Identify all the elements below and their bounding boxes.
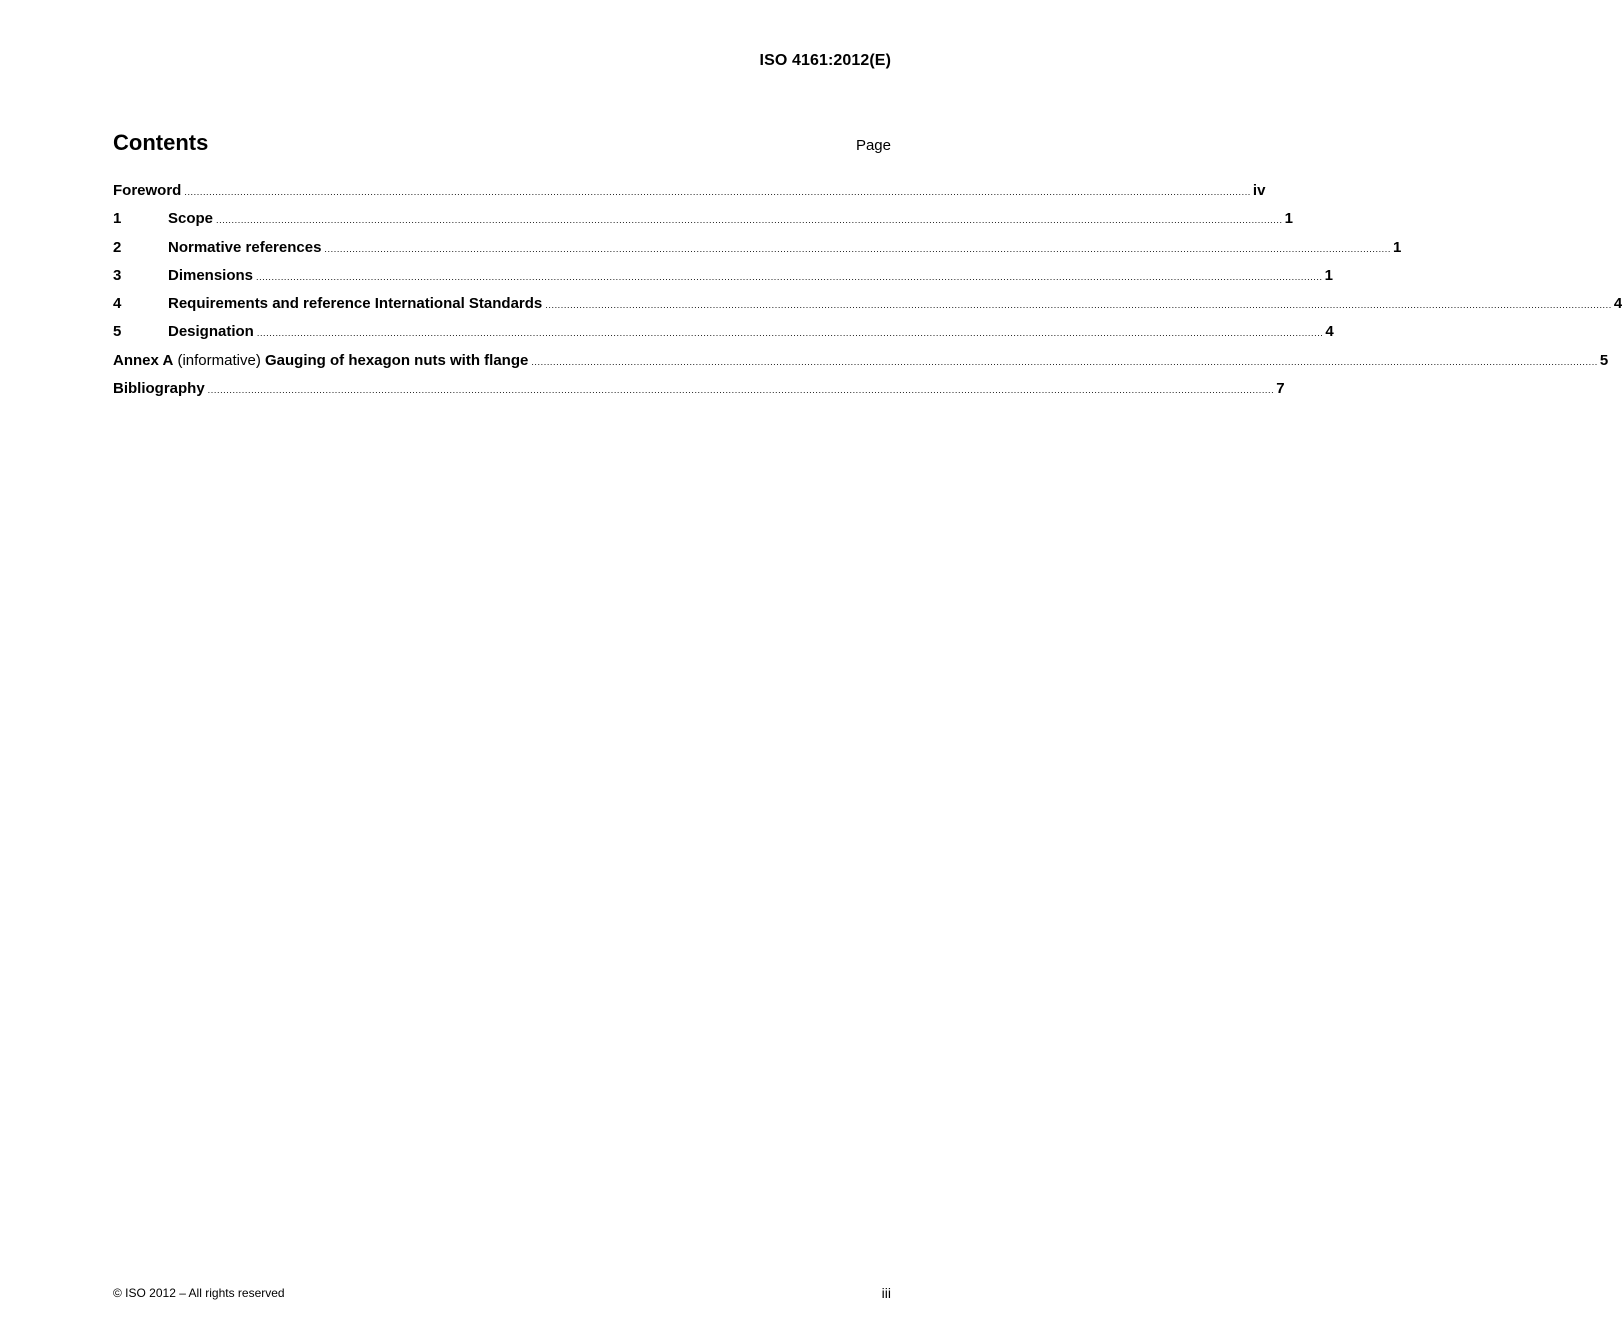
toc-entry-page: 4 — [1613, 295, 1622, 313]
toc-entry-title: Foreword — [113, 182, 182, 199]
page-column-label: Page — [855, 137, 891, 154]
toc-dot-leader — [545, 300, 1612, 310]
toc-entry-annex-a[interactable] — [113, 351, 1609, 380]
toc-entry-page: 1 — [1324, 266, 1333, 284]
toc-dot-leader — [324, 244, 1391, 254]
toc-entry-dimensions[interactable] — [113, 266, 1333, 295]
toc-entry-number: 2 — [113, 238, 122, 256]
contents-heading: Contents — [113, 130, 209, 155]
annex-title: Gauging of hexagon nuts with flange — [265, 351, 529, 369]
toc-entry-page: 5 — [1599, 351, 1609, 369]
toc-entry-normative-references[interactable] — [113, 238, 1402, 267]
toc-entry-page: 4 — [1325, 323, 1334, 341]
toc-entry-page: 1 — [1284, 210, 1293, 228]
toc-entry-title: Normative references — [168, 238, 322, 256]
annex-label: Annex A — [113, 351, 174, 369]
toc-entry-foreword[interactable] — [113, 182, 1266, 210]
toc-entry-title: Designation — [168, 323, 254, 341]
toc-entry-title: Bibliography — [113, 380, 205, 398]
toc-entry-number: 4 — [113, 295, 122, 313]
toc-dot-leader — [531, 357, 1598, 367]
toc-dot-leader — [257, 328, 1324, 338]
toc-entry-page: 7 — [1276, 380, 1285, 398]
footer-page-number: iii — [881, 1285, 891, 1301]
toc-dot-leader — [184, 187, 1251, 197]
toc-entry-title: Dimensions — [168, 266, 254, 284]
document-header-standard-id: ISO 4161:2012(E) — [759, 52, 891, 69]
toc-entry-scope[interactable] — [113, 210, 1293, 238]
toc-entry-title: Requirements and reference International Standards — [168, 295, 543, 313]
toc-entry-number: 3 — [113, 266, 122, 284]
toc-entry-page: iv — [1252, 182, 1266, 199]
table-of-contents — [113, 182, 1622, 408]
toc-entry-page: 1 — [1393, 238, 1402, 256]
toc-entry-title — [113, 352, 528, 369]
toc-entry-requirements[interactable] — [113, 295, 1622, 323]
toc-entry-title: Scope — [168, 210, 214, 228]
toc-entry-designation[interactable] — [113, 323, 1334, 351]
toc-dot-leader — [216, 215, 1283, 225]
toc-entry-number: 1 — [113, 210, 122, 228]
annex-note: (informative) — [177, 351, 261, 369]
toc-dot-leader — [256, 272, 1323, 282]
toc-entry-bibliography[interactable] — [113, 380, 1285, 408]
footer-copyright: © ISO 2012 – All rights reserved — [113, 1286, 285, 1300]
toc-entry-number: 5 — [113, 323, 122, 341]
toc-dot-leader — [208, 385, 1275, 395]
